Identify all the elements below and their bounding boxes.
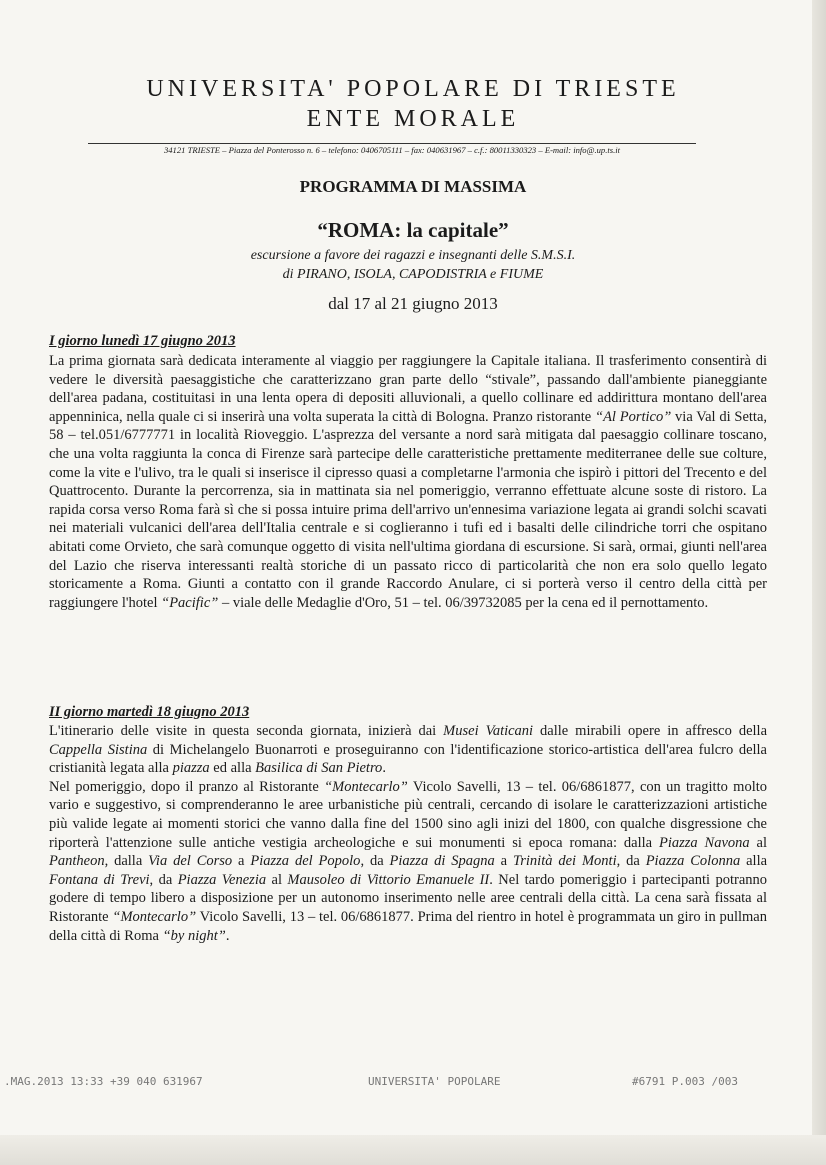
programme-subtitle-line1: escursione a favore dei ragazzi e insegnanti delle S.M.S.I. [250, 248, 576, 263]
fax-page-count: #6791 P.003 /003 [632, 1075, 738, 1088]
day2-heading: II giorno martedì 18 giugno 2013 [49, 704, 250, 720]
place-name: Piazza del Popolo [250, 853, 361, 870]
programme-heading: PROGRAMMA DI MASSIMA [299, 177, 527, 196]
programme-title: “ROMA: la capitale” [317, 218, 509, 242]
place-name: Musei Vaticani [443, 723, 534, 739]
day2-text: . Nel tardo pomeriggio i partecipanti potranno godere di tempo libero a disposizione per un autonomo inserimento nelle aree centrali della città. La cena sarà fissata al Ristorante [49, 871, 768, 925]
day2-text: , dalla [104, 853, 149, 870]
day2-text: al [749, 834, 767, 851]
day2-text: Vicolo Savelli, 13 – tel. 06/6861877. Prima del rientro in hotel è programmata un giro in pullman della città di Roma [49, 908, 767, 944]
restaurant-name: “Montecarlo” [324, 778, 408, 795]
place-name: Mausoleo di Vittorio Emanuele II [287, 871, 490, 888]
day2-text: . [382, 760, 386, 777]
place-name: Piazza Navona [658, 834, 750, 851]
day2-text: L'itinerario delle visite in questa seconda giornata, inizierà dai [49, 723, 444, 739]
place-name: Piazza Colonna [645, 853, 741, 870]
place-name: Basilica di San Pietro [255, 760, 383, 777]
day2-text: , da [360, 853, 390, 870]
fax-sender: UNIVERSITA' POPOLARE [368, 1075, 501, 1088]
hotel-name: “Pacific” [161, 594, 219, 611]
place-name: Fontana di Trevi [49, 871, 150, 888]
place-name: Via del Corso [148, 853, 233, 870]
institution-subtitle: ENTE MORALE [306, 106, 520, 132]
day1-text-a: La prima giornata sarà dedicata interamente al viaggio per raggiungere la Capitale italiana. Il trasferimento consentirà di vedere le diversità paesaggistiche che caratterizzano gran parte dello “stivale”, passando dall'ambiente pianeggiante dell'area padana, costituitasi in una lenta opera di depositi alluvionali, a quello collinare ed addirittura montano dell'area appenninica, nella quale ci si inserirà una volta superata la città di Bologna. Pranzo ristorante [49, 353, 767, 425]
fax-footer [4, 1075, 764, 1095]
day2-text: , da [616, 853, 646, 870]
paper-edge-right [812, 0, 826, 1165]
restaurant-name: “Montecarlo” [112, 908, 197, 925]
programme-dates: dal 17 al 21 giugno 2013 [328, 294, 498, 313]
place-name: Piazza di Spagna [389, 853, 495, 870]
day2-text: a [232, 853, 251, 870]
fax-timestamp: .MAG.2013 13:33 +39 040 631967 [4, 1075, 203, 1088]
day2-text: alla [740, 853, 768, 870]
day1-heading: I giorno lunedì 17 giugno 2013 [49, 333, 236, 349]
header-rule [88, 143, 696, 144]
contact-line: 34121 TRIESTE – Piazza del Ponterosso n. 6 – telefono: 0406705111 – fax: 040631967 – c.f.: 80011330323 – E-mail: info@.up.ts.it [163, 145, 621, 155]
day2-text: Vicolo Savelli, 13 – tel. 06/6861877, con un tragitto molto vario e suggestivo, si comprenderanno le aree urbanistiche più centrali, cercando di isolare le caratterizzazioni artistiche più valide legate ai momenti storici che vanno dalla fine del 1500 sino agli inizi del 1800, con qualche disgressione che riporterà l'attenzione sulle antiche vestigia archeologiche e sui monumenti si epoca romana: dalla [49, 778, 767, 851]
day1-text-b: via Val di Setta, 58 – tel.051/6777771 in località Rioveggio. L'asprezza del versante a nord sarà mitigata dal paesaggio collinare toscano, che una volta raggiunta la conca di Firenze sarà partecipe delle caratteristiche prettamente mediterranee delle sue colture, come la vite e l'ulivo, tra le quali si inserisce il cipresso quasi a completarne l'armonia che ispirò i pittori del Trecento e del Quattrocento. Durante la percorrenza, sia in mattinata sia nel pomeriggio, verranno effettuate alcune soste di ristoro. La rapida corsa verso Roma farà sì che si possa intuire prima dell'arrivo un'ennesima variazione legata ai grandi solchi scavati nei materiali vulcanici dell'area dell'Italia centrale e si coglieranno i tufi ed i basalti delle cilindriche torri che ospitano abitati come Orvieto, che sarà comunque oggetto di visita nell'ultima giordana di escursione. Si sarà, ormai, giunti nell'area del Lazio che riserva interessanti realtà storiche di un passato ricco di particolarità che non era solo quello legato storicamente a Roma. Giunti a contatto con il grande Raccordo Anulare, ci si porterà verso il centro della città per raggiungere l'hotel [49, 408, 767, 611]
place-name: Cappella Sistina [49, 741, 148, 758]
restaurant-name: “Al Portico” [595, 408, 672, 425]
day1-paragraph [49, 352, 767, 612]
institution-name: UNIVERSITA' POPOLARE DI TRIESTE [146, 76, 680, 102]
programme-subtitle-line2: di PIRANO, ISOLA, CAPODISTRIA e FIUME [282, 267, 544, 282]
day2-text: al [266, 871, 288, 888]
day2-text: . [225, 927, 230, 944]
day2-paragraph [49, 722, 767, 945]
day2-text: dalle mirabili opere in affresco della [533, 723, 768, 739]
paper-edge-bottom [0, 1135, 826, 1165]
place-name: Piazza Venezia [177, 871, 267, 888]
place-name: Pantheon [49, 853, 105, 870]
place-name: Trinità dei Monti [512, 853, 617, 870]
day2-text: ed alla [209, 760, 256, 777]
day2-text: , da [149, 871, 178, 888]
place-name: piazza [172, 760, 210, 777]
tour-name: “by night” [162, 927, 226, 944]
day2-text: di Michelangelo Buonarroti e proseguiranno con l'identificazione storico-artistica dell'area fulcro della cristianità legata alla [49, 741, 767, 777]
day1-text-c: – viale delle Medaglie d'Oro, 51 – tel. 06/39732085 per la cena ed il pernottamento. [218, 594, 709, 611]
day2-text: a [494, 853, 513, 870]
day2-text: Nel pomeriggio, dopo il pranzo al Ristorante [49, 778, 325, 795]
